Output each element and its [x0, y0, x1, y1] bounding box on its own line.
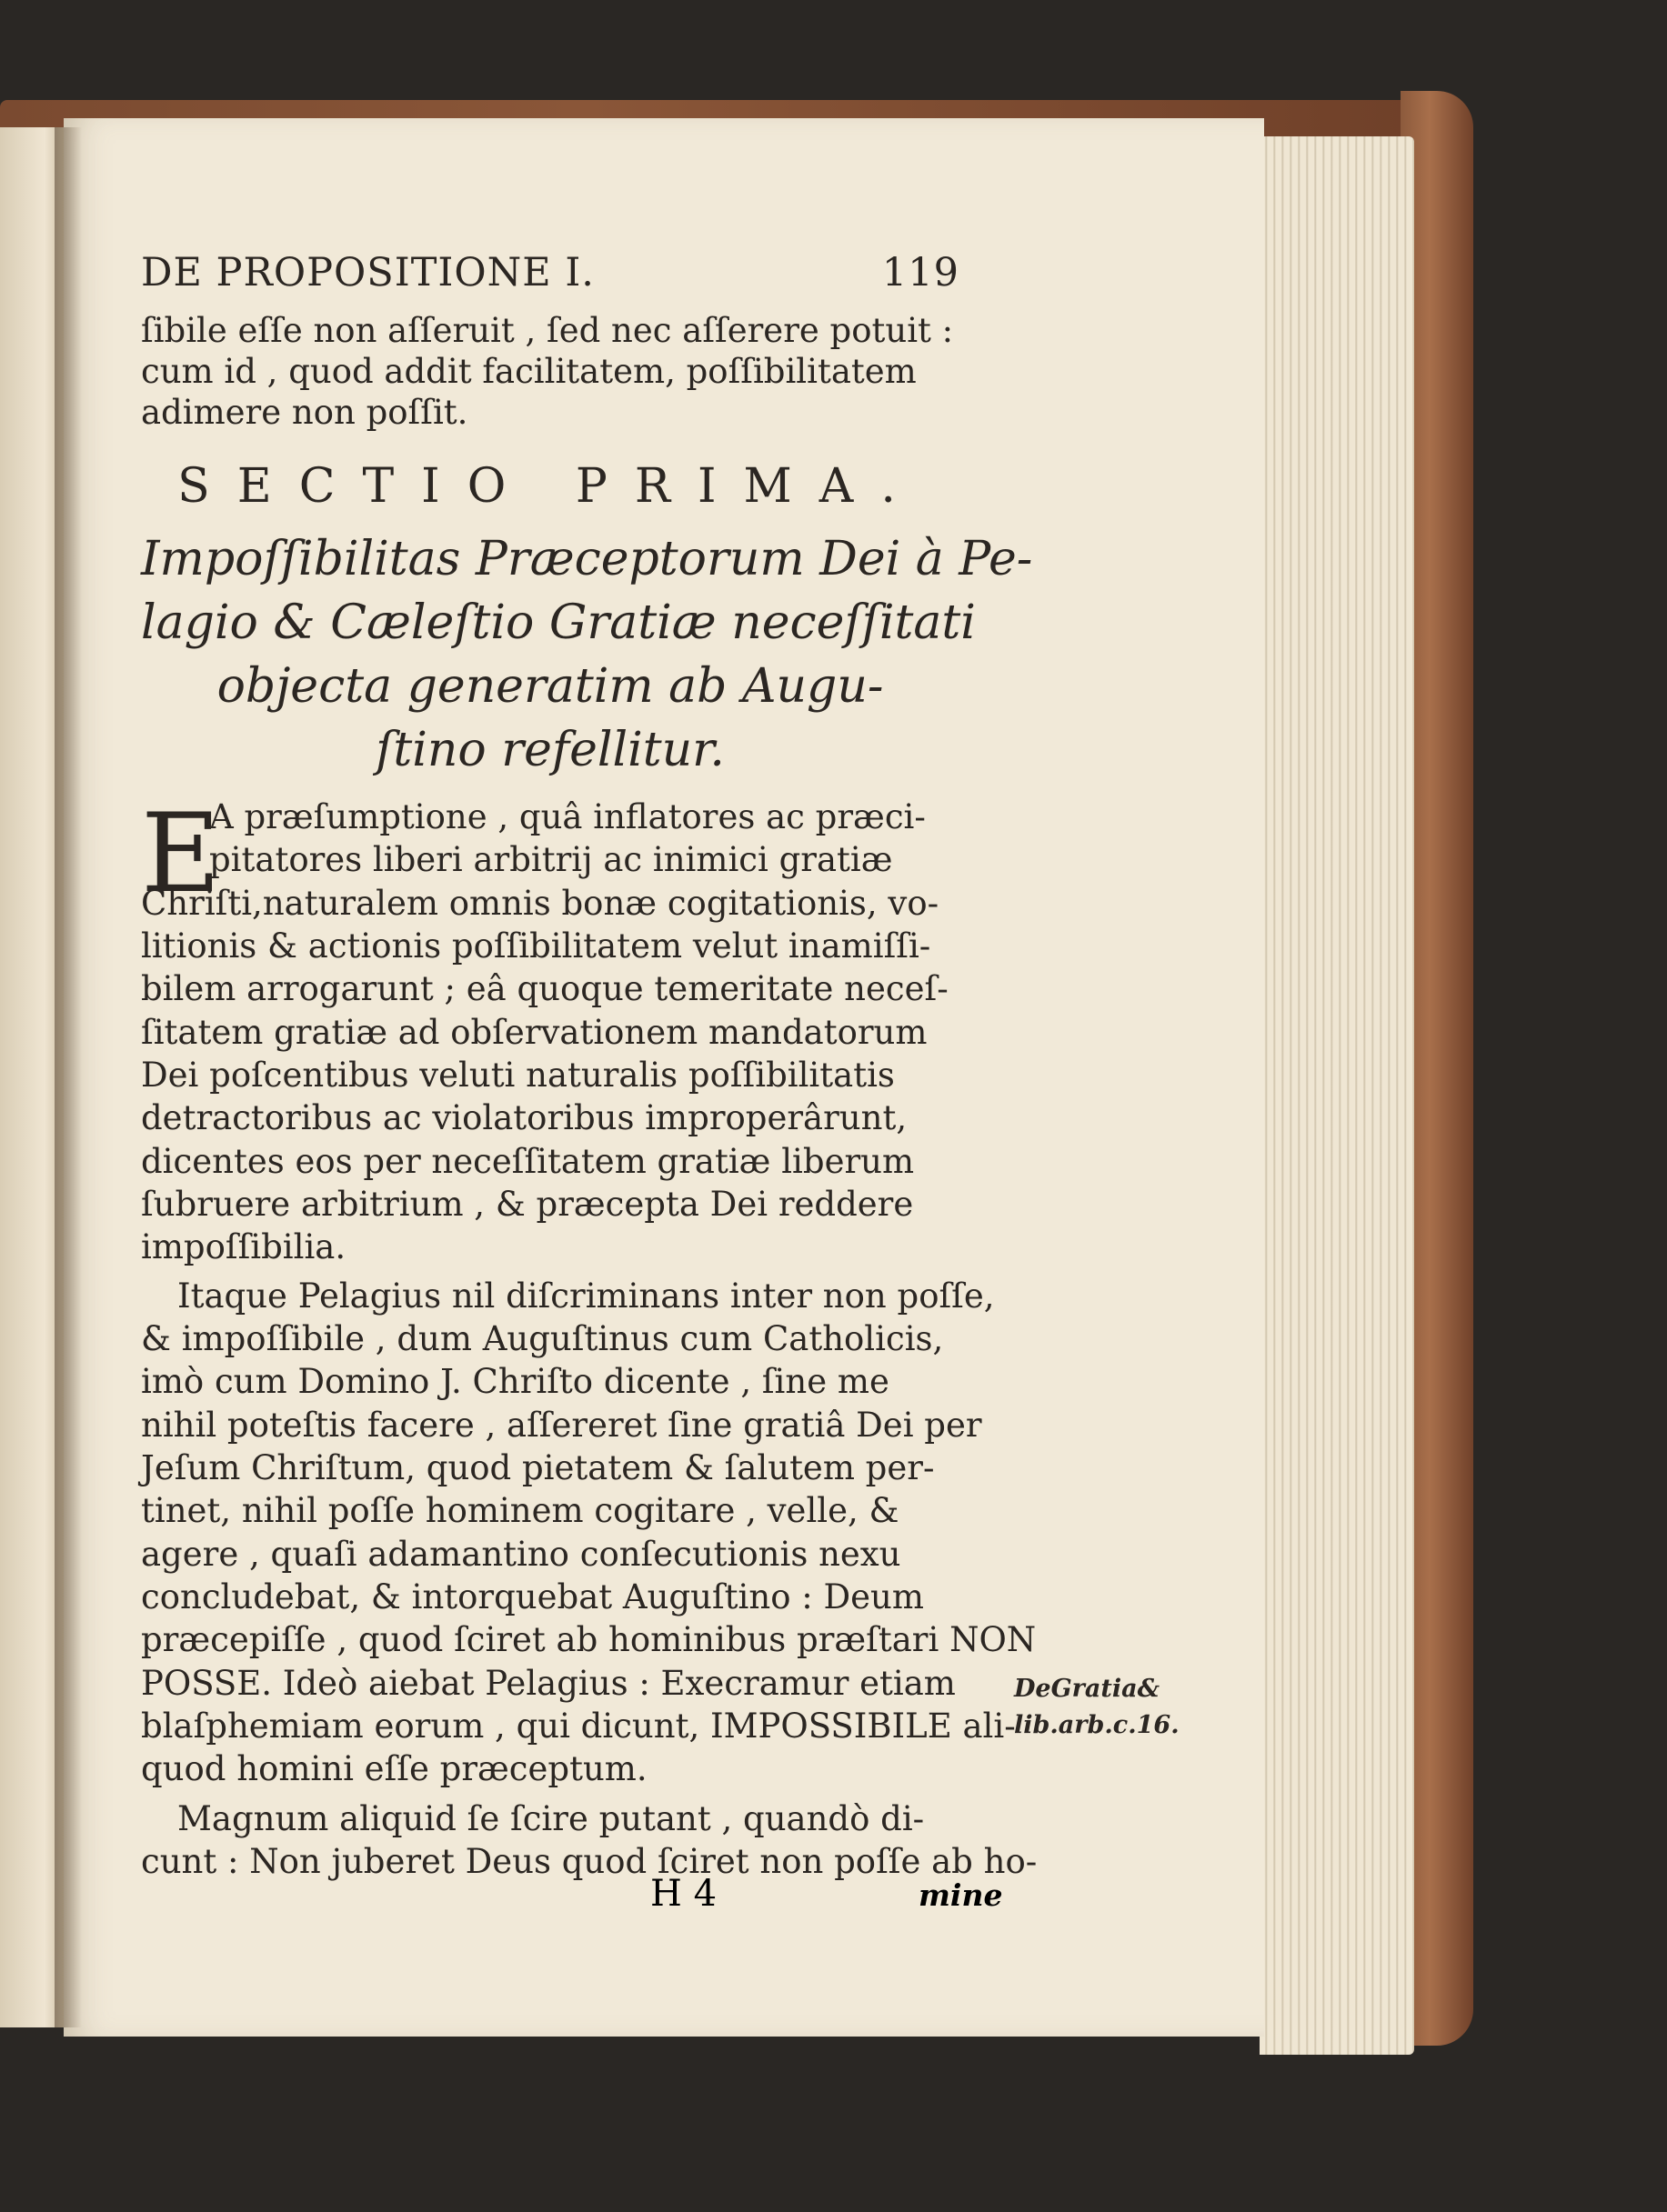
text-line: pitatores liberi arbitrij ac inimici gratiæ: [209, 840, 893, 879]
signature-mark: H 4: [650, 1873, 718, 1915]
text-line: & impoſſibile , dum Auguſtinus cum Catholicis,: [141, 1319, 944, 1358]
margin-note-line: lib.arb.c.16.: [1014, 1711, 1180, 1739]
text-line: Chriſti,naturalem omnis bonæ cogitationis, vo-: [141, 884, 939, 923]
text-line: Jeſum Chriſtum, quod pietatem & ſalutem per-: [141, 1448, 935, 1487]
text-line: cum id , quod addit facilitatem, poſſibilitatem: [141, 352, 917, 391]
text-line: Itaque Pelagius nil diſcriminans inter non poſſe,: [177, 1276, 995, 1316]
catchword: mine: [919, 1877, 1003, 1913]
text-line: præcepiſſe , quod ſciret ab hominibus præſtari NON: [141, 1620, 1037, 1659]
italic-title-line: objecta generatim ab Augu-: [216, 659, 884, 714]
text-line: concludebat, & intorquebat Auguſtino : Deum: [141, 1577, 924, 1616]
text-line: impoſſibilia.: [141, 1227, 346, 1266]
running-head-title: DE PROPOSITIONE I.: [141, 250, 595, 295]
spine-shadow: [55, 127, 82, 2027]
text-line: ſitatem gratiæ ad obſervationem mandatorum: [141, 1013, 928, 1052]
italic-title-line: ſtino refellitur.: [376, 723, 725, 777]
running-head: [141, 250, 959, 295]
italic-title-line: Impoſſibilitas Præceptorum Dei à Pe-: [141, 532, 1033, 586]
text-line: bilem arrogarunt ; eâ quoque temeritate neceſ-: [141, 969, 949, 1008]
text-line: ſibile eſſe non aſſeruit , ſed nec aſſerere potuit :: [141, 311, 954, 350]
text-line: A præſumptione , quâ inflatores ac præci-: [209, 797, 926, 836]
text-line: adimere non poſſit.: [141, 393, 468, 432]
text-line: detractoribus ac violatoribus improperârunt,: [141, 1098, 908, 1137]
text-line: blaſphemiam eorum , qui dicunt, IMPOSSIBILE ali-: [141, 1707, 1016, 1746]
margin-note-line: DeGratia&: [1014, 1675, 1160, 1703]
text-line: imò cum Domino J. Chriſto dicente , ſine me: [141, 1362, 889, 1401]
drop-cap: E: [141, 791, 221, 917]
italic-title-line: lagio & Cæleſtio Gratiæ neceſſitati: [141, 596, 976, 650]
page-edges: [1260, 136, 1414, 2055]
text-line: dicentes eos per neceſſitatem gratiæ liberum: [141, 1142, 915, 1181]
text-line: tinet, nihil poſſe hominem cogitare , velle, &: [141, 1491, 899, 1530]
text-line: cunt : Non juberet Deus quod ſciret non poſſe ab ho-: [141, 1842, 1038, 1881]
text-line: nihil poteſtis facere , aſſereret ſine gratiâ Dei per: [141, 1406, 982, 1445]
text-line: quod homini eſſe præceptum.: [141, 1749, 648, 1788]
section-heading: SECTIO PRIMA.: [177, 459, 923, 514]
text-line: litionis & actionis poſſibilitatem velut inamiſſi-: [141, 926, 931, 966]
text-line: Dei poſcentibus veluti naturalis poſſibilitatis: [141, 1056, 895, 1095]
text-line: ſubruere arbitrium , & præcepta Dei reddere: [141, 1185, 914, 1224]
page-number: 119: [881, 250, 959, 295]
text-line: POSSE. Ideò aiebat Pelagius : Execramur etiam: [141, 1664, 956, 1703]
text-line: agere , quaſi adamantino conſecutionis nexu: [141, 1535, 901, 1574]
text-line: Magnum aliquid ſe ſcire putant , quandò di-: [177, 1799, 925, 1838]
